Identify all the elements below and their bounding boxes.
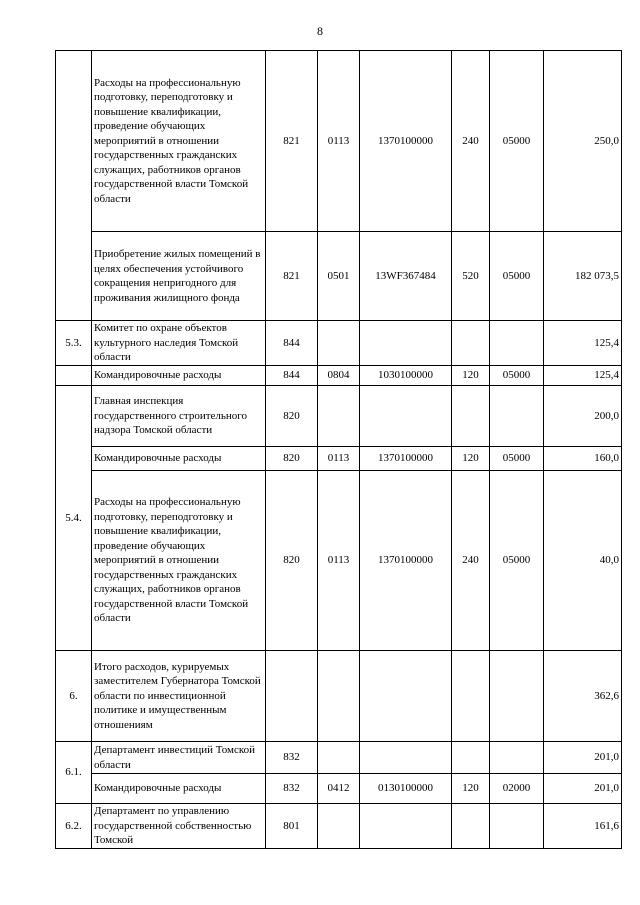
row-number [56,51,92,321]
row-code [490,742,544,774]
row-rz [318,386,360,447]
row-code: 05000 [490,232,544,321]
row-name: Расходы на профессиональную подготовку, переподготовку и повышение квалификации, проведение обучающих мероприятий в отношении государственных гражданских служащих, работников органов государственной власти Томской области [92,51,266,232]
row-vr [452,386,490,447]
row-vr: 240 [452,471,490,651]
row-vr [452,651,490,742]
row-amount: 250,0 [544,51,622,232]
row-vr: 520 [452,232,490,321]
row-code [490,321,544,366]
row-amount: 125,4 [544,366,622,386]
row-vr: 120 [452,366,490,386]
row-gr: 801 [266,804,318,849]
row-name: Итого расходов, курируемых заместителем Губернатора Томской области по инвестиционной политике и имущественным отношениям [92,651,266,742]
row-vr: 120 [452,774,490,804]
row-vr [452,804,490,849]
row-amount: 161,6 [544,804,622,849]
row-rz: 0113 [318,471,360,651]
row-name: Командировочные расходы [92,366,266,386]
row-rz [318,651,360,742]
row-code: 05000 [490,471,544,651]
row-gr: 820 [266,471,318,651]
row-name: Департамент инвестиций Томской области [92,742,266,774]
row-rz: 0412 [318,774,360,804]
row-name: Расходы на профессиональную подготовку, переподготовку и повышение квалификации, проведение обучающих мероприятий в отношении государственных гражданских служащих, работников органов государственной власти Томской области [92,471,266,651]
row-code: 02000 [490,774,544,804]
row-number: 5.4. [56,386,92,651]
row-gr: 844 [266,366,318,386]
row-vr [452,742,490,774]
table-row [56,774,622,804]
page-number: 8 [317,24,323,38]
row-name: Командировочные расходы [92,774,266,804]
row-gr: 821 [266,232,318,321]
row-amount: 362,6 [544,651,622,742]
row-rz: 0113 [318,51,360,232]
row-gr: 832 [266,742,318,774]
row-number: 5.3. [56,321,92,366]
row-cs [360,651,452,742]
row-code [490,386,544,447]
row-amount: 201,0 [544,742,622,774]
row-amount: 201,0 [544,774,622,804]
row-number: 6.1. [56,742,92,804]
row-code: 05000 [490,447,544,471]
row-amount: 200,0 [544,386,622,447]
table-row [56,386,622,447]
row-cs [360,804,452,849]
table-row [56,321,622,366]
row-rz: 0804 [318,366,360,386]
row-number: 6.2. [56,804,92,849]
table-row [56,232,622,321]
row-cs: 1370100000 [360,447,452,471]
row-cs: 1030100000 [360,366,452,386]
table-row [56,51,622,232]
table-row [56,651,622,742]
table-row [56,447,622,471]
row-code [490,651,544,742]
row-amount: 125,4 [544,321,622,366]
row-name: Главная инспекция государственного строительного надзора Томской области [92,386,266,447]
row-number: 6. [56,651,92,742]
row-cs [360,742,452,774]
row-code: 05000 [490,366,544,386]
row-cs: 0130100000 [360,774,452,804]
row-amount: 182 073,5 [544,232,622,321]
row-code [490,804,544,849]
row-rz [318,742,360,774]
row-cs: 1370100000 [360,471,452,651]
row-amount: 160,0 [544,447,622,471]
row-rz [318,804,360,849]
row-gr: 821 [266,51,318,232]
row-rz: 0113 [318,447,360,471]
row-rz [318,321,360,366]
row-vr: 120 [452,447,490,471]
table-row [56,742,622,774]
row-name: Департамент по управлению государственной собственностью Томской [92,804,266,849]
row-gr: 820 [266,447,318,471]
row-rz: 0501 [318,232,360,321]
table-row [56,366,622,386]
row-gr: 844 [266,321,318,366]
row-vr [452,321,490,366]
row-number [56,366,92,386]
row-code: 05000 [490,51,544,232]
row-cs [360,386,452,447]
row-gr: 832 [266,774,318,804]
row-gr [266,651,318,742]
row-vr: 240 [452,51,490,232]
row-name: Командировочные расходы [92,447,266,471]
row-name: Комитет по охране объектов культурного наследия Томской области [92,321,266,366]
row-name: Приобретение жилых помещений в целях обеспечения устойчивого сокращения непригодного для проживания жилищного фонда [92,232,266,321]
table-row [56,804,622,849]
row-gr: 820 [266,386,318,447]
budget-table [55,50,622,849]
row-cs [360,321,452,366]
row-cs: 13WF367484 [360,232,452,321]
row-amount: 40,0 [544,471,622,651]
table-row [56,471,622,651]
row-cs: 1370100000 [360,51,452,232]
